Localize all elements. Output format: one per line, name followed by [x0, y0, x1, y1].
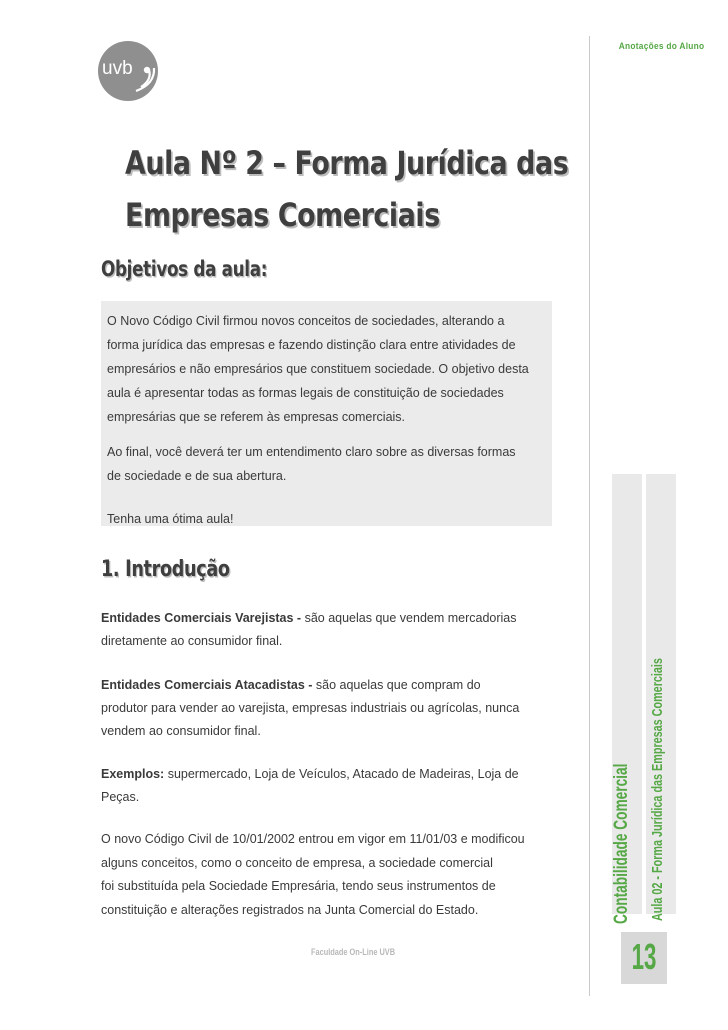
- introduction-heading: 1. Introdução: [101, 557, 230, 582]
- page-number-box: [621, 932, 667, 984]
- codigo-civil-paragraph: [101, 828, 554, 922]
- text-line: Peças.: [101, 790, 140, 804]
- text-line: O novo Código Civil de 10/01/2002 entrou em vigor em 11/01/03 e modificou: [101, 832, 525, 846]
- text-line: forma jurídica das empresas e fazendo distinção clara entre atividades de: [107, 338, 516, 352]
- exemplos-term: Exemplos:: [101, 767, 165, 781]
- text-line: [101, 763, 554, 786]
- objectives-closing: Tenha uma ótima aula!: [107, 512, 234, 526]
- lesson-title: [125, 137, 569, 241]
- text-line: constituição e alterações registrados na Junta Comercial do Estado.: [101, 902, 479, 917]
- sidebar-divider: [589, 36, 590, 996]
- text-line: [101, 674, 554, 697]
- text-line: de sociedade e de sua abertura.: [107, 469, 287, 483]
- page-number: 13: [631, 936, 657, 977]
- text-line: diretamente ao consumidor final.: [101, 634, 283, 648]
- footer-institution: Faculdade On-Line UVB: [311, 947, 396, 957]
- text-line: produtor para vender ao varejista, empresas industriais ou agrícolas, nunca: [101, 701, 520, 715]
- text-line: empresárias que se referem às empresas comerciais.: [107, 410, 406, 424]
- uvb-logo: [97, 40, 163, 102]
- lesson-title-line2: Empresas Comerciais: [125, 196, 440, 234]
- text-segment: são aquelas que compram do: [315, 678, 481, 692]
- text-line: aula é apresentar todas as formas legais de constituição de sociedades: [107, 386, 504, 400]
- text-segment: supermercado, Loja de Veículos, Atacado de Madeiras, Loja de: [167, 767, 519, 781]
- objectives-paragraph-1: [107, 309, 548, 429]
- logo-text: uvb: [102, 58, 133, 79]
- text-line: [101, 607, 554, 630]
- text-line: alguns conceitos, como o conceito de empresa, a sociedade comercial: [101, 855, 493, 870]
- text-segment: são aquelas que vendem mercadorias: [304, 611, 517, 625]
- objectives-heading: Objetivos da aula:: [101, 257, 268, 281]
- lesson-name-label: Aula 02 - Forma Jurídica das Empresas Comerciais: [649, 658, 666, 921]
- text-line: O Novo Código Civil firmou novos conceitos de sociedades, alterando a: [107, 314, 505, 328]
- text-line: foi substituída pela Sociedade Empresária, tendo seus instrumentos de: [101, 879, 496, 893]
- student-notes-label: Anotações do Aluno: [618, 41, 704, 52]
- course-name-label: Contabilidade Comercial: [611, 763, 632, 924]
- atacadistas-paragraph: [101, 674, 554, 743]
- varejistas-paragraph: [101, 607, 554, 653]
- objectives-paragraph-2: [107, 440, 548, 488]
- text-line: vendem ao consumidor final.: [101, 724, 261, 738]
- text-line: empresários e não empresários que constituem sociedade. O objetivo desta: [107, 362, 529, 376]
- text-line: Ao final, você deverá ter um entendimento claro sobre as diversas formas: [107, 445, 516, 459]
- lesson-title-line1: Aula Nº 2 – Forma Jurídica das: [125, 144, 569, 182]
- atacadistas-term: Entidades Comerciais Atacadistas -: [101, 678, 313, 692]
- exemplos-paragraph: [101, 763, 554, 809]
- varejistas-term: Entidades Comerciais Varejistas -: [101, 611, 302, 625]
